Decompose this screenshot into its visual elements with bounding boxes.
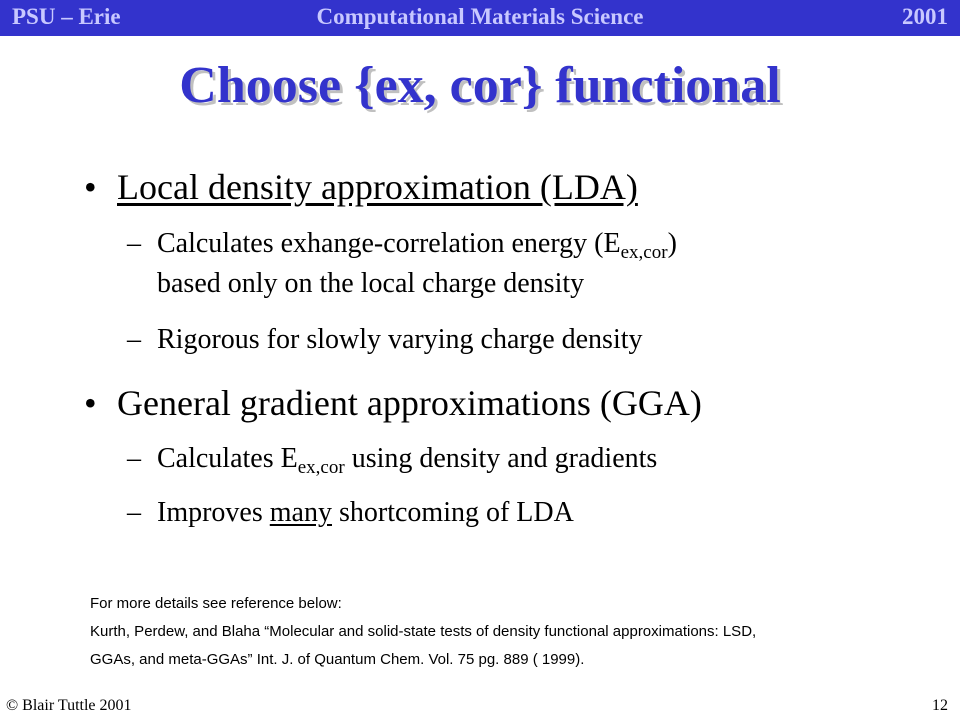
sub-gga-improves-underlined: many [269,497,332,528]
slide-title: Choose {ex, cor} functional [179,57,781,114]
sub-gga-calculates-subscript: ex,cor [297,457,345,478]
bullet-glyph: • [84,383,97,423]
bullet-lda [84,166,638,208]
dash-glyph: – [127,443,141,474]
sub-lda-exchange-post: ) [667,228,677,259]
sub-lda-rigorous-text: Rigorous for slowly varying charge density [157,324,643,355]
footer-page-number: 12 [932,697,948,714]
bullet-gga-label: General gradient approximations (GGA) [117,383,702,423]
header-institution: PSU – Erie [12,4,121,29]
sub-gga-improves-pre: Improves [157,497,270,528]
header-year: 2001 [902,4,948,29]
footer-copyright: © Blair Tuttle 2001 [6,697,132,714]
dash-glyph: – [127,497,141,528]
header-course: Computational Materials Science [316,4,644,29]
sub-gga-calculates-pre: Calculates E [157,443,298,474]
sub-lda-exchange-line2-text: based only on the local charge density [157,268,585,299]
sub-gga-calculates-post: using density and gradients [344,443,658,474]
reference-line-1: Kurth, Perdew, and Blaha “Molecular and solid-state tests of density functional approximations: LSD, [90,623,757,640]
sub-lda-exchange-subscript: ex,cor [620,242,668,263]
bullet-glyph: • [84,167,97,207]
bullet-lda-label: Local density approximation (LDA) [117,167,638,207]
reference-intro: For more details see reference below: [90,595,342,612]
sub-gga-improves-post: shortcoming of LDA [331,497,574,528]
sub-lda-exchange-pre: Calculates exhange-correlation energy (E [157,228,621,259]
dash-glyph: – [127,324,141,355]
dash-glyph: – [127,228,141,259]
header-bar [0,0,960,36]
reference-line-2: GGAs, and meta-GGAs” Int. J. of Quantum Chem. Vol. 75 pg. 889 ( 1999). [90,651,585,668]
bullet-gga [84,382,702,424]
